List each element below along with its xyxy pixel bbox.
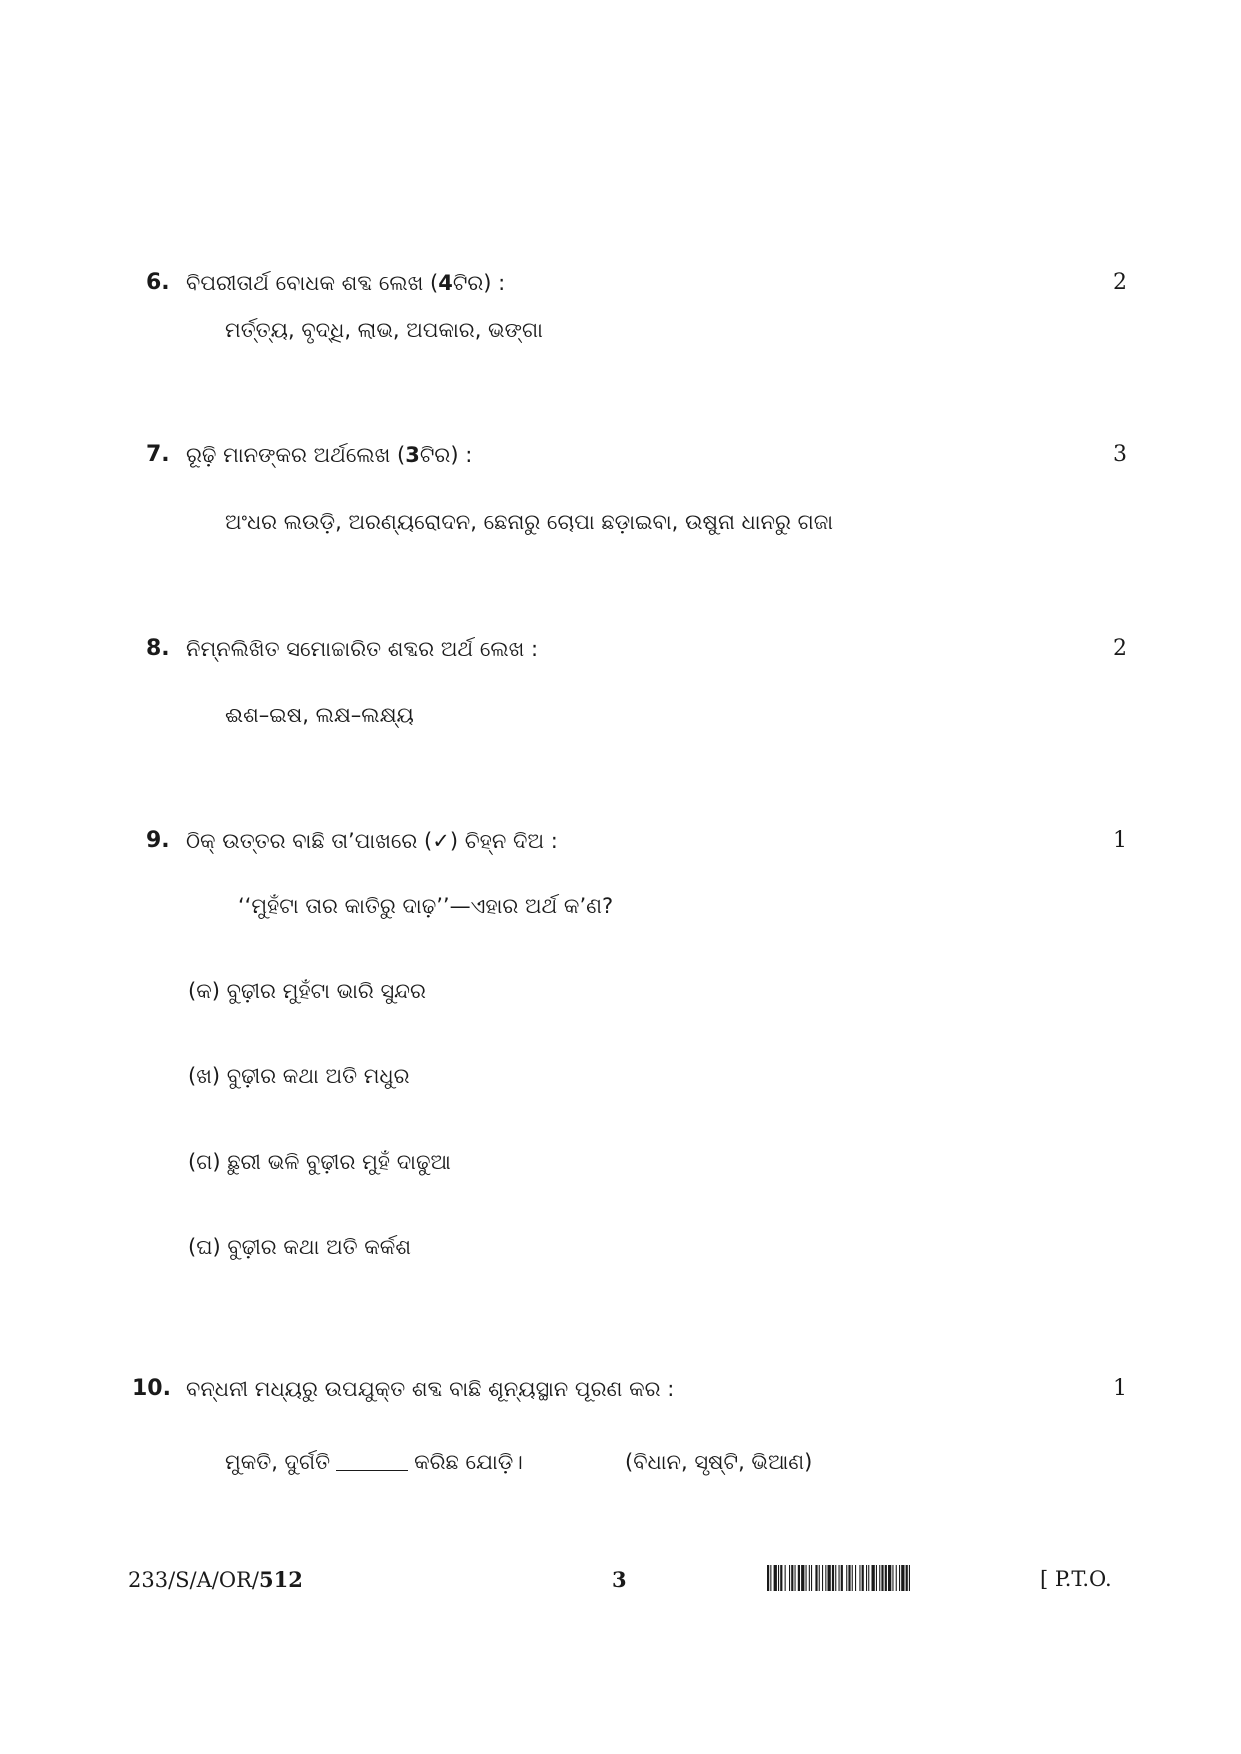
option-ga — [188, 1150, 451, 1175]
barcode-bar — [885, 1565, 887, 1591]
barcode-bar — [888, 1565, 891, 1591]
pto-label: [ P.T.O. — [1040, 1567, 1112, 1591]
barcode-bar — [855, 1565, 856, 1591]
question-8-words: ଈଶ–ଇଷ, ଲକ୍ଷ–ଲକ୍ଷ୍ୟ — [225, 703, 414, 727]
answer-blank — [336, 1469, 408, 1471]
barcode-bar — [785, 1565, 786, 1591]
barcode-bar — [778, 1565, 779, 1591]
barcode-bar — [791, 1565, 793, 1591]
option-label: (କ) — [188, 979, 220, 1003]
option-text: ବୁଢ଼ୀର କଥା ଅତି ମଧୁର — [226, 1064, 410, 1088]
barcode-bar — [848, 1565, 850, 1591]
question-10-number: 10. — [132, 1376, 171, 1401]
barcode-bar — [892, 1565, 893, 1591]
barcode-bar — [819, 1565, 820, 1591]
barcode-bar — [806, 1565, 807, 1591]
option-label: (ଖ) — [188, 1064, 221, 1088]
barcode-bar — [789, 1565, 790, 1591]
question-10-text: ବନ୍ଧନୀ ମଧ୍ୟରୁ ଉପଯୁକ୍ତ ଶବ୍ଦ ବାଛି ଶୂନ୍ୟସ୍ଥାନ ପୂରଣ କର : — [186, 1377, 675, 1401]
paper-code: 233/S/A/OR/512 — [128, 1567, 303, 1592]
question-8-marks: 2 — [1113, 636, 1127, 661]
barcode-bar — [801, 1565, 804, 1591]
barcode-bar — [896, 1565, 897, 1591]
barcode-bar — [846, 1565, 847, 1591]
question-10-fill-line — [225, 1450, 523, 1475]
barcode-bar — [835, 1565, 836, 1591]
barcode-bar — [822, 1565, 823, 1591]
fill-before: ମୁକତି, ଦୁର୍ଗତି — [225, 1450, 331, 1474]
barcode-bar — [909, 1565, 910, 1591]
barcode-bar — [901, 1565, 904, 1591]
fill-after: କରିଛ ଯୋଡ଼ି। — [414, 1450, 523, 1474]
barcode-bar — [876, 1565, 877, 1591]
barcode-bar — [879, 1565, 880, 1591]
barcode-bar — [872, 1565, 875, 1591]
barcode-bar — [832, 1565, 834, 1591]
option-label: (ଗ) — [188, 1150, 221, 1174]
question-7-text: ରୂଢ଼ି ମାନଙ୍କର ଅର୍ଥଲେଖ (3ଟିର) : — [186, 443, 473, 467]
barcode-bar — [841, 1565, 843, 1591]
question-7-number: 7. — [146, 442, 170, 467]
barcode-bar — [770, 1565, 771, 1591]
barcode-bar — [767, 1565, 769, 1591]
barcode-bar — [809, 1565, 810, 1591]
barcode-bar — [774, 1565, 777, 1591]
barcode-bar — [868, 1565, 869, 1591]
barcode-bar — [881, 1565, 883, 1591]
question-8-number: 8. — [146, 636, 170, 661]
question-9-marks: 1 — [1113, 828, 1127, 853]
barcode-bar — [866, 1565, 867, 1591]
question-7-marks: 3 — [1113, 442, 1127, 467]
question-9-number: 9. — [146, 828, 170, 853]
barcode-bar — [795, 1565, 796, 1591]
option-gha — [188, 1235, 411, 1260]
barcode-bar — [852, 1565, 853, 1591]
barcode — [767, 1565, 1031, 1591]
option-ka — [188, 979, 426, 1004]
question-6-marks: 2 — [1113, 270, 1127, 295]
option-text: ବୁଢ଼ୀର ମୁହଁଟା ଭାରି ସୁନ୍ଦର — [226, 979, 426, 1003]
barcode-bar — [780, 1565, 782, 1591]
question-10-marks: 1 — [1113, 1376, 1127, 1401]
barcode-bar — [906, 1565, 908, 1591]
barcode-bar — [899, 1565, 900, 1591]
barcode-bar — [815, 1565, 817, 1591]
barcode-bar — [859, 1565, 860, 1591]
question-9-prompt: ‘‘ମୁହଁଟା ତାର କାତିରୁ ଦାଢ଼’’—ଏହାର ଅର୍ଥ କ’ଣ? — [238, 894, 614, 918]
option-text: ବୁଢ଼ୀର କଥା ଅତି କର୍କଶ — [227, 1235, 411, 1259]
barcode-bar — [811, 1565, 812, 1591]
question-8-text: ନିମ୍ନଲିଖିତ ସମୋଚ୍ଚାରିତ ଶବ୍ଦର ଅର୍ଥ ଲେଖ : — [186, 637, 539, 661]
option-label: (ଘ) — [188, 1235, 221, 1259]
option-text: ଛୁରୀ ଭଳି ବୁଢ଼ୀର ମୁହଁ ଦାଢୁଆ — [227, 1150, 451, 1174]
question-6-number: 6. — [146, 270, 170, 295]
question-6-words: ମର୍ତ୍ତ୍ୟ, ବୃଦ୍ଧି, ଲାଭ, ଅପକାର, ଭଙ୍ଗା — [225, 318, 543, 342]
barcode-bar — [862, 1565, 864, 1591]
barcode-bar — [798, 1565, 800, 1591]
barcode-bar — [825, 1565, 826, 1591]
question-6-text: ବିପରୀତାର୍ଥ ବୋଧକ ଶବ୍ଦ ଲେଖ (4ଟିର) : — [186, 271, 506, 295]
question-7-phrases: ଅଂଧର ଲଉଡ଼ି, ଅରଣ୍ୟରୋଦନ, ଛେନାରୁ ଚୋପା ଛଡ଼ାଇବା, ଉଷୁନା ଧାନରୁ ଗଜା — [225, 510, 834, 534]
page-number: 3 — [612, 1567, 627, 1592]
option-kha — [188, 1064, 410, 1089]
question-9-text: ଠିକ୍ ଉତ୍ତର ବାଛି ତା’ପାଖରେ (✓) ଚିହ୍ନ ଦିଅ : — [186, 829, 558, 853]
barcode-bar — [828, 1565, 831, 1591]
barcode-bar — [839, 1565, 840, 1591]
question-10-choices: (ବିଧାନ, ସୃଷ୍ଟି, ଭିଆଣ) — [625, 1450, 813, 1474]
